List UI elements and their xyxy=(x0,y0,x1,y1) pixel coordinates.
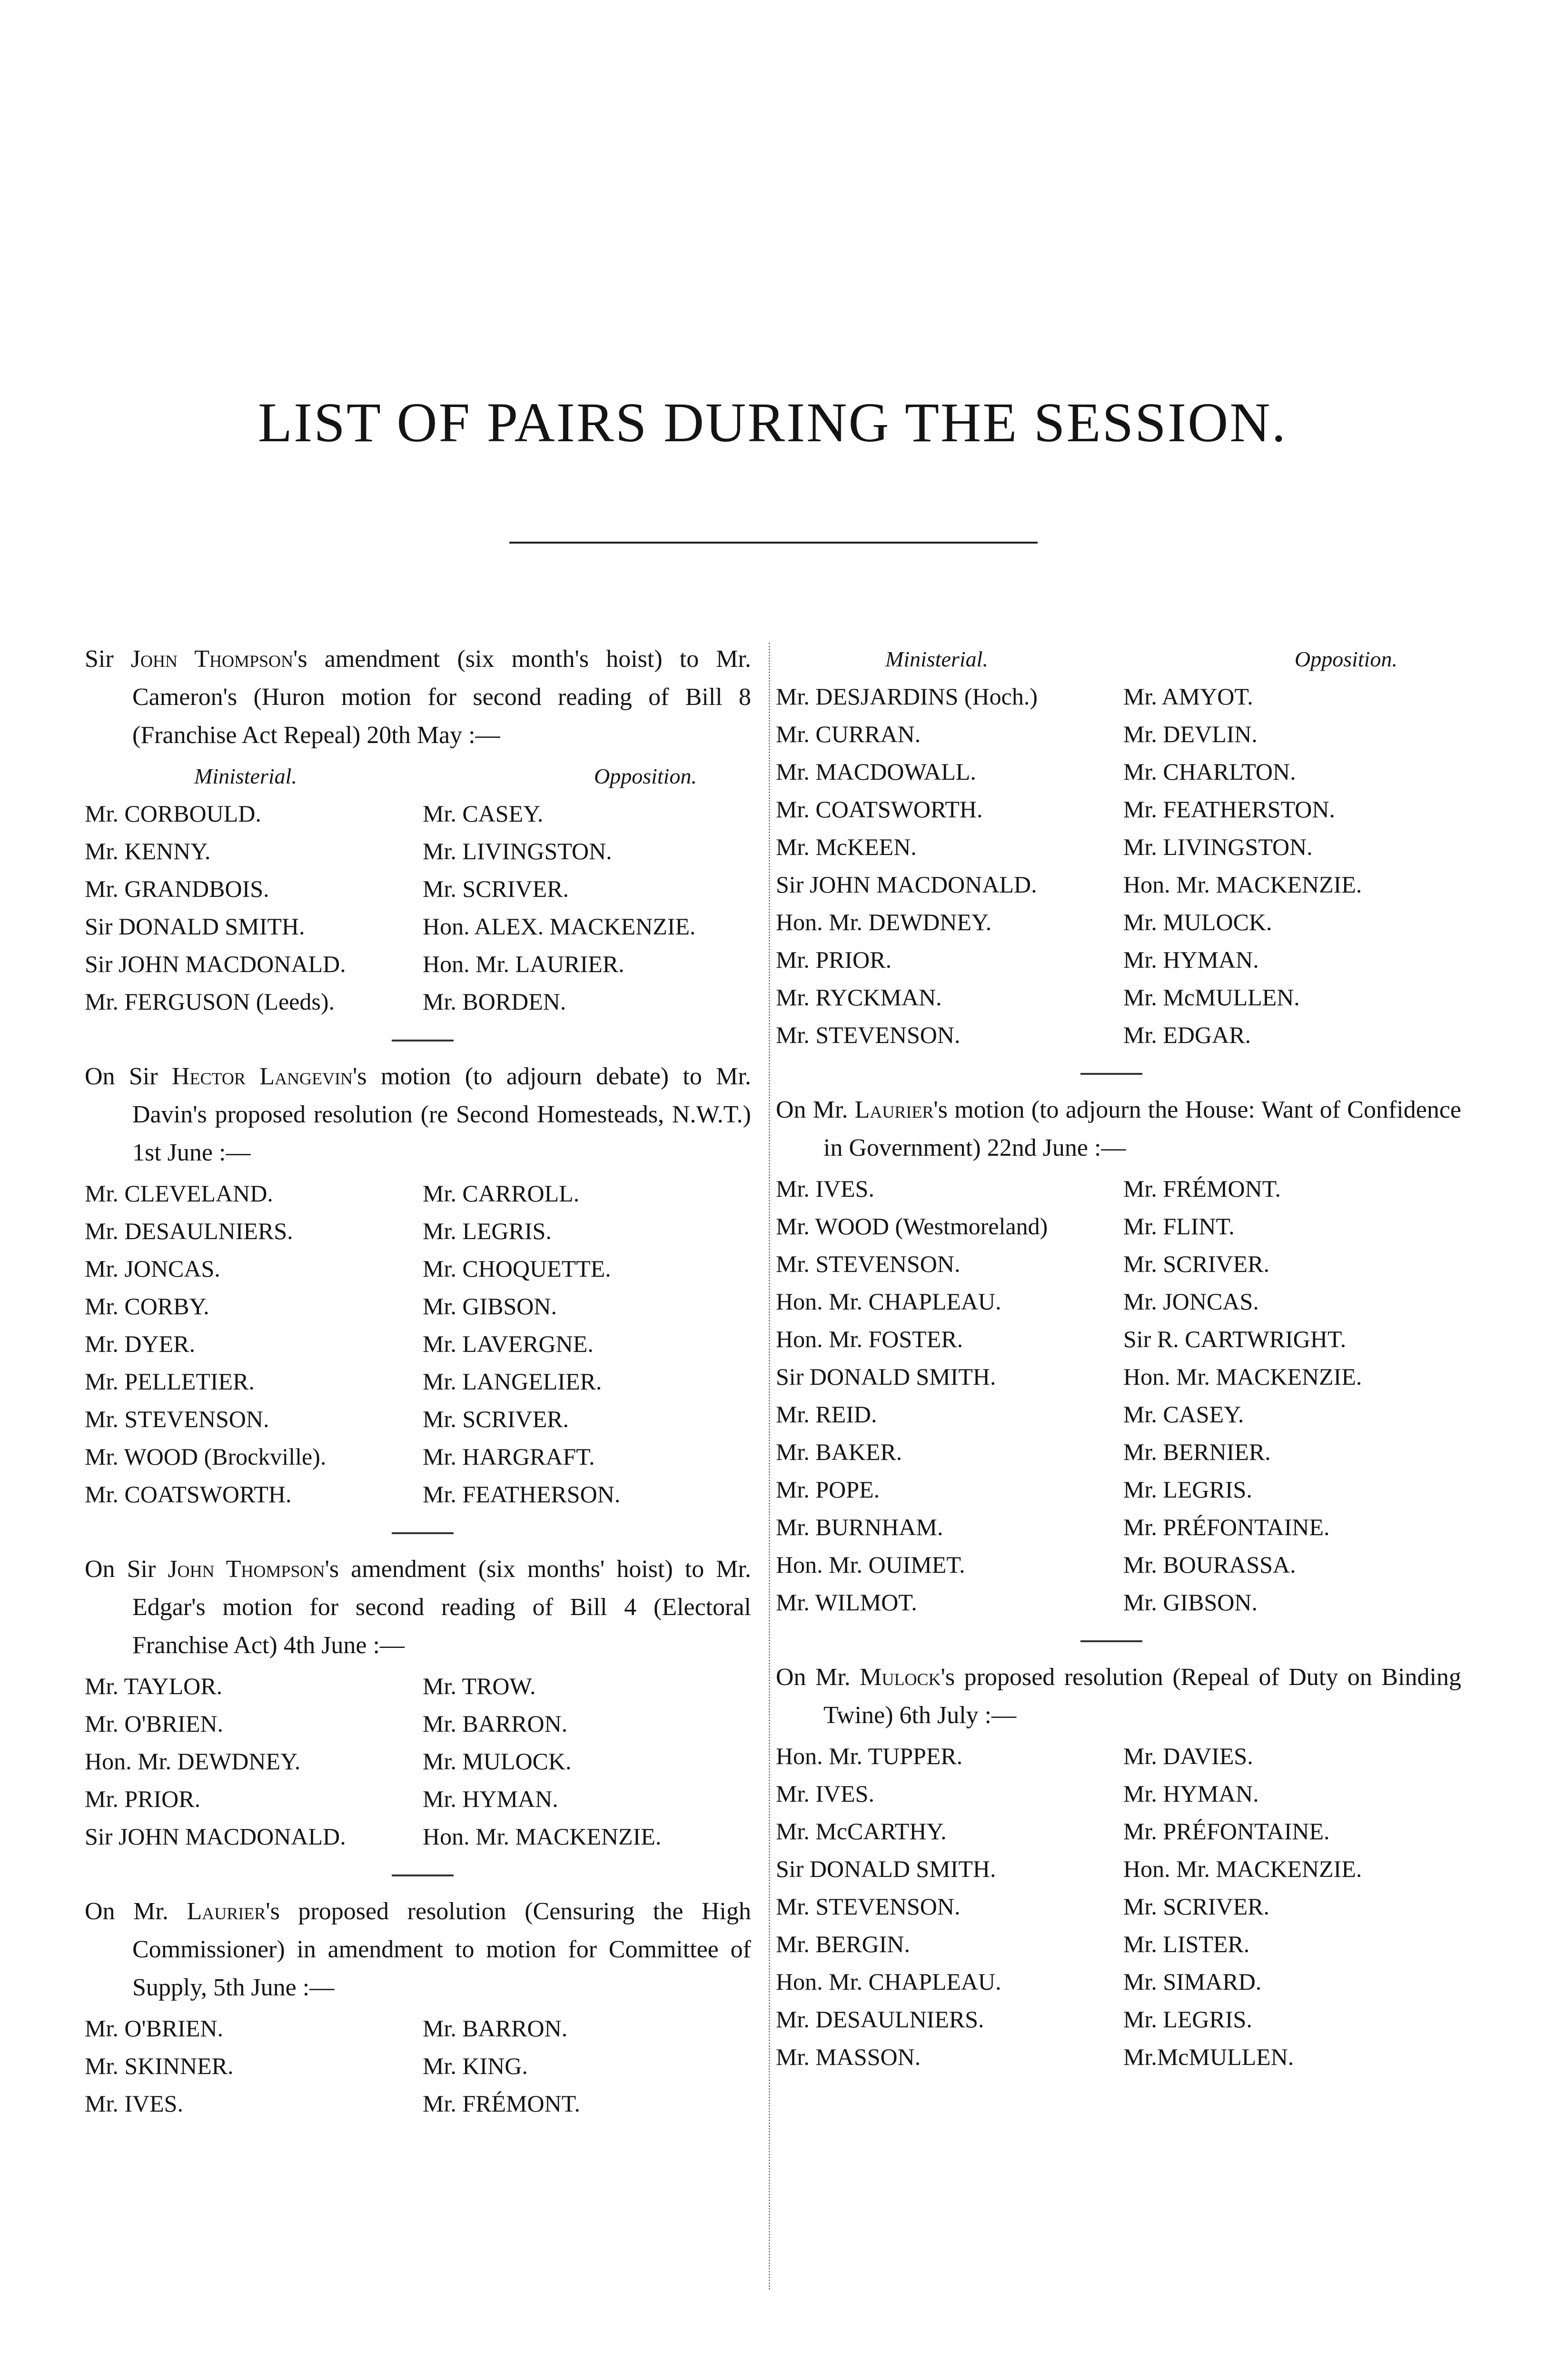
opposition-member: Mr. KING. xyxy=(423,2053,528,2079)
ministerial-member: Hon. Mr. TUPPER. xyxy=(776,1743,963,1769)
opposition-member: Mr. LEGRIS. xyxy=(1123,2006,1252,2033)
opposition-member: Mr. HYMAN. xyxy=(423,1785,558,1812)
heading-text: 's proposed resolution (Repeal of Duty on Binding Twine) 6th July :— xyxy=(823,1664,1461,1729)
pair-row xyxy=(776,715,1461,753)
heading-prefix: On Mr. xyxy=(776,1664,860,1691)
pair-row xyxy=(776,1813,1461,1850)
ministerial-member: Hon. Mr. CHAPLEAU. xyxy=(776,1288,1001,1315)
pair-row xyxy=(85,983,751,1021)
ministerial-member: Mr. O'BRIEN. xyxy=(85,1710,223,1737)
opposition-member: Mr. TROW. xyxy=(423,1673,536,1699)
opposition-member: Sir R. CARTWRIGHT. xyxy=(1123,1326,1347,1352)
pair-row xyxy=(776,678,1461,715)
opposition-member: Mr. GIBSON. xyxy=(1123,1589,1258,1616)
ministerial-member: Hon. Mr. CHAPLEAU. xyxy=(776,1968,1001,1995)
opposition-member: Hon. Mr. MACKENZIE. xyxy=(1123,1363,1362,1390)
pair-row xyxy=(85,1743,751,1780)
pair-row xyxy=(85,1400,751,1438)
opposition-member: Mr. CASEY. xyxy=(423,800,544,827)
ministerial-member: Mr. IVES. xyxy=(776,1175,874,1202)
ministerial-member: Mr. CORBY. xyxy=(85,1293,209,1319)
ministerial-label: Ministerial. xyxy=(885,647,988,671)
opposition-member: Mr. LIVINGSTON. xyxy=(423,838,612,864)
pair-row xyxy=(776,1245,1461,1283)
opposition-member: Mr. McMULLEN. xyxy=(1123,984,1300,1011)
opposition-member: Mr. BERNIER. xyxy=(1123,1438,1271,1465)
ministerial-member: Mr. COATSWORTH. xyxy=(85,1481,292,1507)
pair-section xyxy=(776,1073,1461,1621)
heading-prefix: On Sir xyxy=(85,1556,168,1583)
left-column xyxy=(85,640,751,2362)
ministerial-label: Ministerial. xyxy=(194,764,297,788)
ministerial-member: Mr. WOOD (Westmoreland) xyxy=(776,1213,1048,1240)
pair-row xyxy=(776,2001,1461,2038)
ministerial-member: Mr. WOOD (Brockville). xyxy=(85,1443,327,1470)
pair-row xyxy=(85,1363,751,1400)
title-rule xyxy=(509,542,1038,544)
ministerial-member: Mr. CURRAN. xyxy=(776,721,921,747)
pair-row xyxy=(776,1546,1461,1584)
pair-row xyxy=(776,1888,1461,1925)
ministerial-member: Mr. POPE. xyxy=(776,1476,880,1503)
opposition-label: Opposition. xyxy=(1295,647,1397,671)
heading-text: 's amendment (six months' hoist) to Mr. Edgar's motion for second reading of Bill 4 (Electoral Franchise Act) 4th June :— xyxy=(132,1556,751,1659)
heading-prefix: On Sir xyxy=(85,1063,172,1090)
ministerial-member: Mr. MASSON. xyxy=(776,2043,921,2070)
pair-row xyxy=(85,2010,751,2047)
opposition-member: Mr. DEVLIN. xyxy=(1123,721,1258,747)
pair-row xyxy=(776,1433,1461,1471)
ministerial-member: Mr. STEVENSON. xyxy=(776,1250,961,1277)
ministerial-member: Mr. TAYLOR. xyxy=(85,1673,223,1699)
pair-section xyxy=(85,1532,751,1855)
ministerial-member: Mr. REID. xyxy=(776,1401,877,1428)
motion-heading xyxy=(85,1550,751,1665)
ministerial-member: Mr. PELLETIER. xyxy=(85,1368,255,1395)
motion-heading xyxy=(85,1058,751,1172)
mover-name: Mulock xyxy=(860,1664,941,1691)
pair-row xyxy=(776,903,1461,941)
opposition-member: Mr. MULOCK. xyxy=(1123,909,1272,935)
pair-row xyxy=(85,833,751,870)
ministerial-member: Mr. BERGIN. xyxy=(776,1931,910,1957)
ministerial-member: Sir DONALD SMITH. xyxy=(776,1855,996,1882)
pair-row xyxy=(85,1438,751,1476)
section-divider xyxy=(392,1040,454,1041)
pair-row xyxy=(776,1925,1461,1963)
pair-section xyxy=(776,1640,1461,2076)
opposition-member: Mr. JONCAS. xyxy=(1123,1288,1259,1315)
column-labels xyxy=(85,757,751,795)
pair-row xyxy=(85,908,751,945)
pair-row xyxy=(776,791,1461,828)
ministerial-member: Mr. STEVENSON. xyxy=(85,1406,269,1432)
pair-row xyxy=(776,1508,1461,1546)
pair-row xyxy=(85,1175,751,1212)
opposition-member: Hon. Mr. LAURIER. xyxy=(423,951,624,977)
mover-name: John Thompson xyxy=(130,645,294,673)
section-divider xyxy=(1080,1640,1142,1642)
opposition-label: Opposition. xyxy=(594,764,697,788)
opposition-member: Mr. SIMARD. xyxy=(1123,1968,1262,1995)
ministerial-member: Mr. BURNHAM. xyxy=(776,1514,943,1540)
ministerial-member: Mr. CLEVELAND. xyxy=(85,1180,273,1207)
pair-row xyxy=(85,1325,751,1363)
opposition-member: Mr. LAVERGNE. xyxy=(423,1330,594,1357)
opposition-member: Mr. SCRIVER. xyxy=(423,1406,569,1432)
opposition-member: Mr. CHARLTON. xyxy=(1123,758,1296,785)
heading-text: 's motion (to adjourn debate) to Mr. Davin's proposed resolution (re Second Homesteads, N.W.T.) 1st June :— xyxy=(132,1063,751,1166)
pair-row xyxy=(776,1016,1461,1054)
pair-row xyxy=(776,1320,1461,1358)
heading-text: 's motion (to adjourn the House: Want of Confidence in Government) 22nd June :— xyxy=(823,1096,1461,1161)
opposition-member: Mr. CHOQUETTE. xyxy=(423,1255,611,1282)
ministerial-member: Sir DONALD SMITH. xyxy=(85,913,305,940)
ministerial-member: Hon. Mr. OUIMET. xyxy=(776,1551,965,1578)
mover-name: Laurier xyxy=(854,1096,934,1123)
ministerial-member: Mr. FERGUSON (Leeds). xyxy=(85,988,335,1015)
ministerial-member: Mr. KENNY. xyxy=(85,838,211,864)
pair-row xyxy=(85,945,751,983)
ministerial-member: Mr. MACDOWALL. xyxy=(776,758,976,785)
pair-row xyxy=(85,1476,751,1513)
motion-heading xyxy=(85,1893,751,2007)
opposition-member: Mr. LEGRIS. xyxy=(423,1218,552,1244)
ministerial-member: Mr. BAKER. xyxy=(776,1438,902,1465)
opposition-member: Mr. SCRIVER. xyxy=(1123,1893,1270,1920)
ministerial-member: Mr. O'BRIEN. xyxy=(85,2015,223,2042)
motion-heading xyxy=(85,640,751,754)
motion-heading xyxy=(776,1091,1461,1167)
ministerial-member: Mr. DESJARDINS (Hoch.) xyxy=(776,683,1038,710)
mover-name: Hector Langevin xyxy=(172,1063,353,1090)
opposition-member: Mr. EDGAR. xyxy=(1123,1021,1251,1048)
ministerial-member: Mr. PRIOR. xyxy=(85,1785,201,1812)
pair-section xyxy=(85,1874,751,2122)
heading-text: 's amendment (six month's hoist) to Mr. Cameron's (Huron motion for second reading of Bill 8 (Franchise Act Repeal) 20th May :— xyxy=(132,645,751,749)
pair-row xyxy=(85,1212,751,1250)
mover-name: Laurier xyxy=(187,1898,266,1925)
ministerial-member: Mr. McCARTHY. xyxy=(776,1818,947,1844)
pair-section xyxy=(85,1040,751,1513)
opposition-member: Hon. Mr. MACKENZIE. xyxy=(423,1823,662,1850)
page-title: LIST OF PAIRS DURING THE SESSION. xyxy=(258,391,1288,454)
ministerial-member: Mr. WILMOT. xyxy=(776,1589,917,1616)
opposition-member: Mr. AMYOT. xyxy=(1123,683,1253,710)
pair-row xyxy=(85,870,751,908)
ministerial-member: Sir DONALD SMITH. xyxy=(776,1363,996,1390)
ministerial-member: Mr. STEVENSON. xyxy=(776,1021,961,1048)
opposition-member: Mr. PRÉFONTAINE. xyxy=(1123,1818,1330,1844)
pair-row xyxy=(776,1283,1461,1320)
pair-row xyxy=(776,1584,1461,1621)
opposition-member: Mr. HYMAN. xyxy=(1123,1780,1259,1807)
ministerial-member: Mr. DESAULNIERS. xyxy=(776,2006,984,2033)
ministerial-member: Hon. Mr. DEWDNEY. xyxy=(85,1748,301,1775)
column-labels xyxy=(776,640,1461,678)
heading-text: 's proposed resolution (Censuring the High Commissioner) in amendment to motion for Committee of Supply, 5th June :— xyxy=(132,1898,751,2001)
opposition-member: Mr. DAVIES. xyxy=(1123,1743,1253,1769)
ministerial-member: Sir JOHN MACDONALD. xyxy=(776,871,1037,898)
opposition-member: Mr. BARRON. xyxy=(423,2015,568,2042)
ministerial-member: Mr. IVES. xyxy=(776,1780,874,1807)
opposition-member: Mr. SCRIVER. xyxy=(423,875,569,902)
opposition-member: Mr. SCRIVER. xyxy=(1123,1250,1270,1277)
section-divider xyxy=(1080,1073,1142,1075)
ministerial-member: Mr. JONCAS. xyxy=(85,1255,220,1282)
opposition-member: Mr. BARRON. xyxy=(423,1710,568,1737)
opposition-member: Mr.McMULLEN. xyxy=(1123,2043,1294,2070)
pair-row xyxy=(776,828,1461,866)
pair-row xyxy=(85,1288,751,1325)
motion-heading xyxy=(776,1658,1461,1735)
pair-row xyxy=(776,1208,1461,1245)
opposition-member: Hon. Mr. MACKENZIE. xyxy=(1123,1855,1362,1882)
pair-row xyxy=(776,1396,1461,1433)
opposition-member: Mr. PRÉFONTAINE. xyxy=(1123,1514,1330,1540)
pair-row xyxy=(85,1250,751,1288)
ministerial-member: Mr. DESAULNIERS. xyxy=(85,1218,293,1244)
opposition-member: Mr. HYMAN. xyxy=(1123,946,1259,973)
right-column xyxy=(776,640,1461,2362)
ministerial-member: Mr. McKEEN. xyxy=(776,833,917,860)
opposition-member: Mr. FRÉMONT. xyxy=(1123,1175,1281,1202)
pair-row xyxy=(776,941,1461,979)
heading-prefix: On Mr. xyxy=(85,1898,187,1925)
opposition-member: Mr. FEATHERSON. xyxy=(423,1481,621,1507)
pair-row xyxy=(85,795,751,833)
ministerial-member: Hon. Mr. DEWDNEY. xyxy=(776,909,992,935)
ministerial-member: Sir JOHN MACDONALD. xyxy=(85,951,346,977)
opposition-member: Mr. FRÉMONT. xyxy=(423,2090,581,2117)
pair-row xyxy=(85,1667,751,1705)
heading-prefix: On Mr. xyxy=(776,1096,855,1123)
mover-name: John Thompson xyxy=(168,1556,325,1583)
ministerial-member: Mr. IVES. xyxy=(85,2090,183,2117)
opposition-member: Mr. BOURASSA. xyxy=(1123,1551,1296,1578)
opposition-member: Mr. FEATHERSTON. xyxy=(1123,796,1335,823)
opposition-member: Mr. MULOCK. xyxy=(423,1748,572,1775)
ministerial-member: Mr. COATSWORTH. xyxy=(776,796,983,823)
pair-row xyxy=(85,1705,751,1743)
ministerial-member: Hon. Mr. FOSTER. xyxy=(776,1326,963,1352)
heading-prefix: Sir xyxy=(85,645,131,673)
opposition-member: Mr. LIVINGSTON. xyxy=(1123,833,1313,860)
ministerial-member: Mr. CORBOULD. xyxy=(85,800,261,827)
opposition-member: Mr. LISTER. xyxy=(1123,1931,1250,1957)
ministerial-member: Mr. SKINNER. xyxy=(85,2053,234,2079)
column-separator xyxy=(769,643,770,2290)
opposition-member: Mr. FLINT. xyxy=(1123,1213,1235,1240)
opposition-member: Mr. CARROLL. xyxy=(423,1180,580,1207)
pair-row xyxy=(776,1775,1461,1813)
opposition-member: Mr. LEGRIS. xyxy=(1123,1476,1252,1503)
pair-row xyxy=(776,753,1461,791)
pair-row xyxy=(85,2047,751,2085)
pair-row xyxy=(776,1963,1461,2001)
pair-row xyxy=(776,1170,1461,1208)
pair-row xyxy=(776,1358,1461,1396)
pair-row xyxy=(776,1471,1461,1508)
section-divider xyxy=(392,1874,454,1876)
opposition-member: Mr. GIBSON. xyxy=(423,1293,557,1319)
opposition-member: Mr. HARGRAFT. xyxy=(423,1443,595,1470)
pair-row xyxy=(776,866,1461,903)
pair-row xyxy=(85,1818,751,1855)
opposition-member: Hon. Mr. MACKENZIE. xyxy=(1123,871,1362,898)
pair-row xyxy=(776,1737,1461,1775)
pair-row xyxy=(85,1780,751,1818)
pair-row xyxy=(776,2038,1461,2076)
opposition-member: Mr. BORDEN. xyxy=(423,988,566,1015)
pair-section xyxy=(776,640,1461,1054)
ministerial-member: Mr. RYCKMAN. xyxy=(776,984,942,1011)
opposition-member: Mr. CASEY. xyxy=(1123,1401,1244,1428)
ministerial-member: Mr. DYER. xyxy=(85,1330,195,1357)
section-divider xyxy=(392,1532,454,1534)
pair-row xyxy=(85,2085,751,2122)
opposition-member: Mr. LANGELIER. xyxy=(423,1368,602,1395)
pair-row xyxy=(776,1850,1461,1888)
pair-section xyxy=(85,640,751,1021)
ministerial-member: Mr. STEVENSON. xyxy=(776,1893,961,1920)
ministerial-member: Sir JOHN MACDONALD. xyxy=(85,1823,346,1850)
opposition-member: Hon. ALEX. MACKENZIE. xyxy=(423,913,696,940)
pair-row xyxy=(776,979,1461,1016)
ministerial-member: Mr. GRANDBOIS. xyxy=(85,875,269,902)
ministerial-member: Mr. PRIOR. xyxy=(776,946,892,973)
